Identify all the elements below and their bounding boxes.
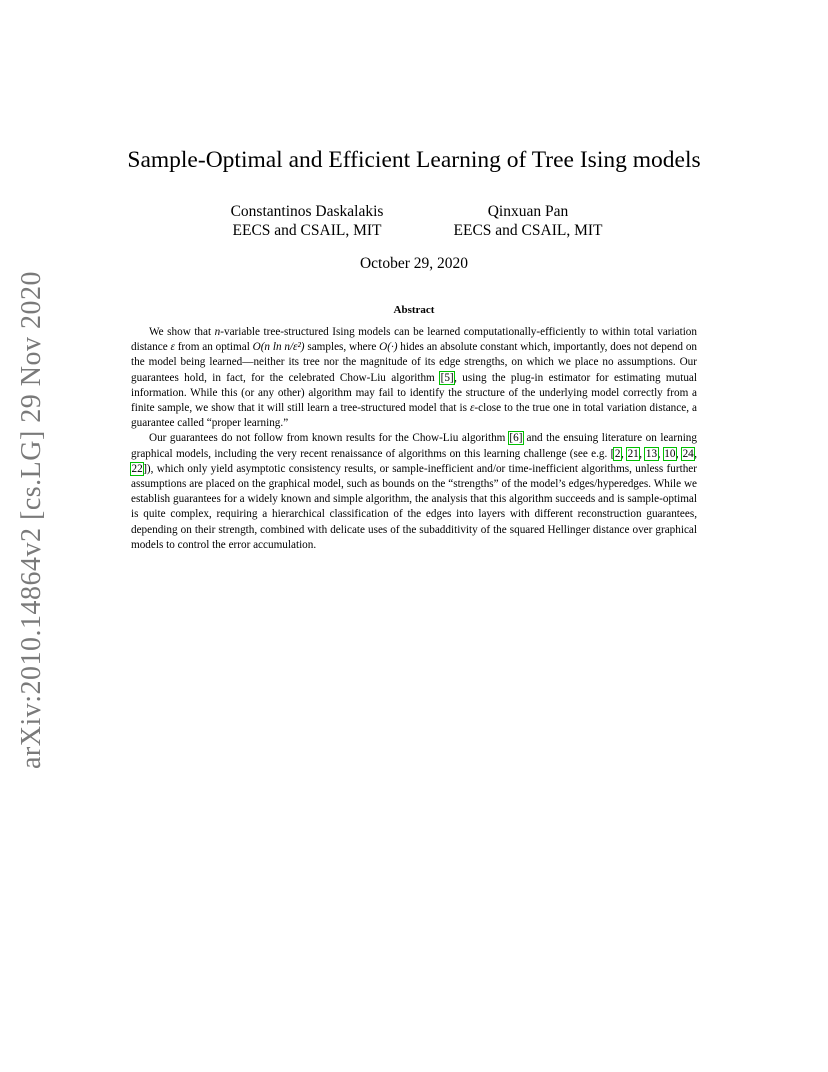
paper-date: October 29, 2020 — [359, 255, 469, 272]
citation-link[interactable]: 21 — [627, 447, 639, 460]
author-2-name: Qinxuan Pan — [487, 203, 569, 220]
abstract-paragraph-2 — [131, 431, 697, 553]
text-run: , — [657, 447, 664, 460]
text-run: , — [694, 447, 698, 460]
text-run: We show that — [149, 326, 215, 338]
paper-title: Sample-Optimal and Efficient Learning of Tree Ising models — [127, 147, 701, 173]
text-run: , — [639, 447, 646, 460]
text-run: ]), which only yield asymptotic consistency results, or sample-inefficient and/or time-inefficient algorithms, unless further assumptions are placed on the graphical model, such as bounds on the “strengths” of the model’s edges/hyperedges. While we establish guarantees for a widely known and simple algorithm, the analysis that this algorithm succeeds and is sample-optimal is quite complex, requiring a hierarchical classification of the edges into layers with different reconstruction guarantees, depending on their strength, combined with delicate uses of the subadditivity of the squared Hellinger distance over graphical models to control the error accumulation. — [131, 462, 697, 551]
citation-link[interactable]: 10 — [664, 447, 676, 460]
math-inline: ε — [469, 402, 475, 415]
arxiv-id-text: arXiv:2010.14864v2 [cs.LG] 29 Nov 2020 — [16, 270, 47, 770]
author-2 — [428, 202, 628, 240]
author-1 — [207, 202, 407, 240]
abstract-paragraph-1 — [131, 325, 697, 431]
math-inline: ε — [170, 341, 175, 354]
abstract-body — [131, 325, 697, 553]
author-1-name: Constantinos Daskalakis — [230, 203, 384, 220]
citation-link[interactable]: [6] — [509, 432, 523, 445]
author-1-affiliation: EECS and CSAIL, MIT — [232, 222, 382, 239]
text-run: from an optimal — [174, 341, 253, 354]
citation-link[interactable]: 2 — [614, 447, 621, 460]
text-run: , — [620, 447, 628, 460]
text-run: hides an absolute constant which, importantly, does not depend on the model being learned—neither its tree nor the magnitude of its edge strengths, on which we place no assumptions. Our guarantees hold, in fact, for the celebrated Chow-Liu algorithm — [131, 341, 698, 384]
citation-link[interactable]: 24 — [682, 447, 694, 460]
text-run: -variable tree-structured Ising models can be learned computationally-efficiently to within total variation distance — [131, 326, 697, 354]
math-inline: O(·) — [379, 341, 398, 354]
author-2-affiliation: EECS and CSAIL, MIT — [453, 222, 603, 239]
text-run: , using the plug-in estimator for estimating mutual information. While this (or any other) algorithm may fail to identify the structure of the underlying model correctly from a finite sample, we show that it will still learn a tree-structured model that is — [131, 371, 697, 415]
text-run: Our guarantees do not follow from known results for the Chow-Liu algorithm — [149, 432, 509, 445]
citation-link[interactable]: 22 — [131, 462, 143, 475]
math-inline: O(n ln n/ε²) — [252, 341, 305, 354]
text-run: -close to the true one in total variation distance, a guarantee called “proper learning.” — [131, 402, 697, 430]
math-inline: n — [214, 326, 221, 338]
text-run: samples, where — [304, 341, 380, 354]
citation-link[interactable]: [5] — [440, 371, 454, 384]
abstract-heading: Abstract — [393, 304, 435, 316]
text-run: and the ensuing literature on learning graphical models, including the very recent renaissance of algorithms on this learning challenge (see e.g. [ — [131, 432, 697, 460]
citation-link[interactable]: 13 — [645, 447, 658, 460]
arxiv-identifier-stamp — [2, 270, 62, 770]
text-run: , — [675, 447, 683, 460]
